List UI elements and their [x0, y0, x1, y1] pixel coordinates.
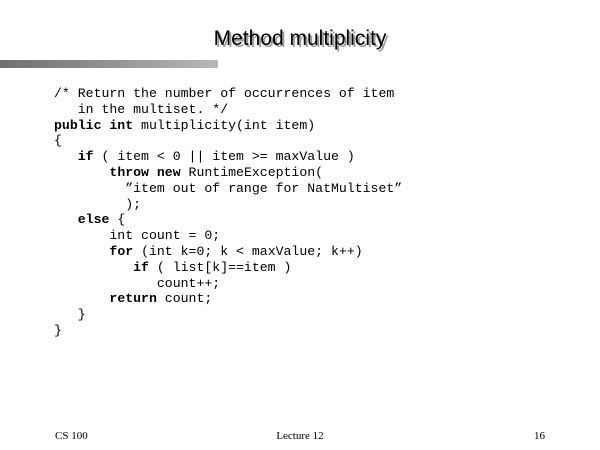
code-line: if ( item < 0 || item >= maxValue ) [77, 149, 355, 165]
code-line: for (int k=0; k < maxValue; k++) [109, 243, 363, 259]
code-keyword: return [109, 291, 157, 307]
code-line: } [54, 307, 86, 323]
code-keyword: public int [54, 117, 134, 133]
code-keyword: throw new [109, 164, 181, 180]
code-line: { [54, 133, 62, 149]
code-line: throw new RuntimeException( [109, 164, 324, 180]
code-keyword: for [109, 243, 134, 259]
slide-title: Method multiplicity [213, 27, 387, 50]
footer-page-number: 16 [534, 430, 545, 442]
footer-lecture: Lecture 12 [276, 430, 324, 442]
code-line: int count = 0; [54, 228, 221, 244]
code-line: count++; [54, 275, 221, 291]
code-line: return count; [109, 291, 213, 307]
code-line: ”item out of range for NatMultiset” [54, 180, 403, 196]
code-line: in the multiset. */ [54, 101, 229, 117]
code-keyword: if [77, 149, 94, 165]
code-line: else { [77, 212, 126, 228]
code-block [54, 86, 402, 339]
code-keyword: else [77, 212, 110, 228]
code-line: /* Return the number of occurrences of item [54, 86, 395, 101]
code-keyword: if [133, 259, 149, 275]
title-underline-bar [0, 60, 218, 68]
code-line: if ( list[k]==item ) [133, 259, 292, 275]
code-line: } [54, 322, 62, 338]
code-line: public int multiplicity(int item) [54, 117, 316, 133]
footer-course: CS 100 [55, 430, 88, 442]
code-line: ); [54, 196, 142, 212]
